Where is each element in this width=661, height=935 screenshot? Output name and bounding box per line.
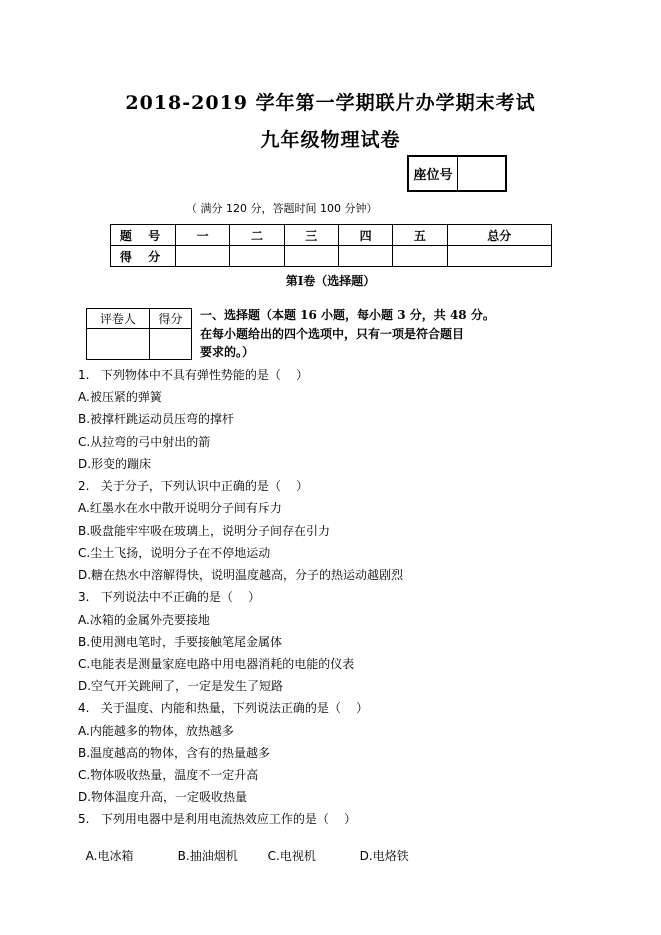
question-option: B.抽油烟机 — [177, 849, 238, 863]
question-option: A.被压紧的弹簧 — [78, 390, 162, 404]
grader-label: 评卷人 — [87, 309, 150, 329]
exam-subtitle: 九年级物理试卷 — [260, 129, 401, 151]
question-option: D.空气开关跳闸了，一定是发生了短路 — [78, 679, 284, 693]
question-stem: 4. 关于温度、内能和热量，下列说法正确的是（ ） — [78, 701, 369, 715]
question-option: C.物体吸收热量，温度不一定升高 — [78, 768, 259, 782]
question-stem: 3. 下列说法中不正确的是（ ） — [78, 590, 261, 604]
question-option: C.电视机 — [267, 849, 316, 863]
score-table-score-row — [111, 246, 552, 267]
score-field[interactable] — [230, 246, 284, 267]
question-option: D.物体温度升高，一定吸收热量 — [78, 790, 248, 804]
grader-field[interactable] — [87, 329, 150, 360]
score-table-cell: 二 — [230, 225, 284, 246]
section-instructions — [200, 306, 520, 362]
seat-number-box — [407, 155, 507, 192]
seat-number-field[interactable] — [458, 156, 507, 191]
score-table-cell: 五 — [393, 225, 447, 246]
grader-score-field[interactable] — [149, 329, 191, 360]
section-line: 一、选择题（本题 16 小题，每小题 3 分，共 48 分。 — [200, 308, 495, 322]
question-option: D.糖在热水中溶解得快，说明温度越高，分子的热运动越剧烈 — [78, 568, 404, 582]
score-table-header-row — [111, 225, 552, 246]
exam-title: 2018-2019 学年第一学期联片办学期末考试 — [125, 92, 536, 114]
question-option: B.吸盘能牢牢吸在玻璃上，说明分子间存在引力 — [78, 524, 331, 538]
score-table-cell: 题 号 — [111, 225, 176, 246]
exam-note: （ 满分 120 分，答题时间 100 分钟） — [186, 202, 378, 215]
question-option: C.尘土飞扬，说明分子在不停地运动 — [78, 546, 271, 560]
grader-score-label: 得分 — [149, 309, 191, 329]
grader-table — [86, 308, 192, 360]
seat-number-label: 座位号 — [408, 156, 458, 191]
section-line: 要求的。） — [200, 345, 255, 359]
question-option: C.从拉弯的弓中射出的箭 — [78, 435, 211, 449]
score-table-cell: 四 — [338, 225, 392, 246]
question-stem: 2. 关于分子，下列认识中正确的是（ ） — [78, 479, 309, 493]
score-field[interactable] — [447, 246, 551, 267]
question-option: A.冰箱的金属外壳要接地 — [78, 613, 210, 627]
question-option: B.使用测电笔时，手要接触笔尾金属体 — [78, 635, 283, 649]
score-table-cell: 一 — [176, 225, 230, 246]
section-line: 在每小题给出的四个选项中，只有一项是符合题目 — [200, 326, 465, 341]
score-field[interactable] — [393, 246, 447, 267]
score-row-label: 得 分 — [111, 246, 176, 267]
question-option: D.电烙铁 — [359, 849, 409, 863]
question-option: A.红墨水在水中散开说明分子间有斥力 — [78, 501, 282, 515]
score-table-cell: 总分 — [447, 225, 551, 246]
question-option: D.形变的蹦床 — [78, 457, 152, 471]
question-options-row — [78, 833, 409, 864]
question-option: A.内能越多的物体，放热越多 — [78, 724, 234, 738]
question-option: B.温度越高的物体，含有的热量越多 — [78, 746, 271, 760]
question-stem: 5. 下列用电器中是利用电流热效应工作的是（ ） — [78, 812, 357, 826]
question-option: A.电冰箱 — [85, 849, 134, 863]
volume-title: 第Ⅰ卷（选择题） — [285, 274, 376, 288]
score-field[interactable] — [284, 246, 338, 267]
question-option: C.电能表是测量家庭电路中用电器消耗的电能的仪表 — [78, 657, 355, 671]
score-field[interactable] — [338, 246, 392, 267]
score-table-cell: 三 — [284, 225, 338, 246]
score-table — [110, 224, 552, 267]
score-field[interactable] — [176, 246, 230, 267]
question-stem: 1. 下列物体中不具有弹性势能的是（ ） — [78, 368, 309, 382]
question-option: B.被撑杆跳运动员压弯的撑杆 — [78, 412, 235, 426]
